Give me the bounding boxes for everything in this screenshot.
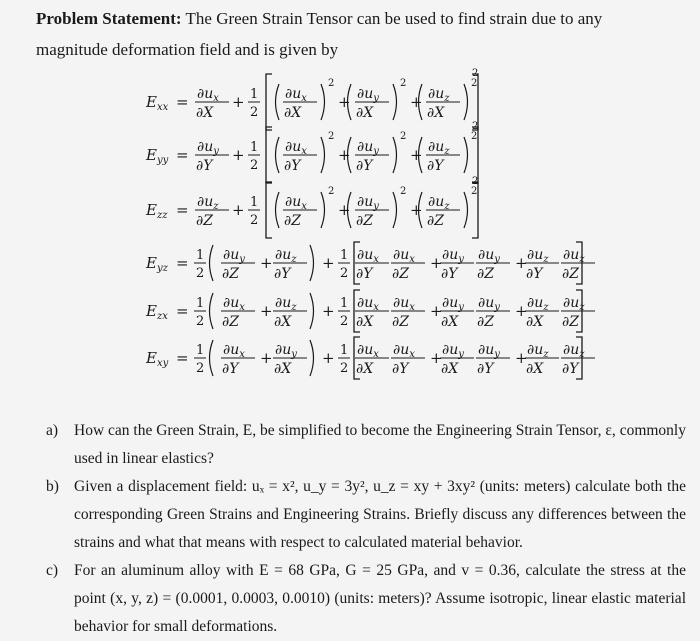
plus-sign: + xyxy=(232,201,245,219)
exponent: 2 xyxy=(400,78,407,89)
derivative-numerator: $\partial u_x$ xyxy=(285,86,307,104)
strain-symbol: $E_{yy}$ xyxy=(146,146,169,166)
parenthesis xyxy=(276,84,280,120)
half-denominator: 2 xyxy=(250,213,259,228)
question-a-text: How can the Green Strain, E, be simplified to become the Engineering Strain Tensor, ε, commonly used in linear elastics? xyxy=(74,422,686,467)
derivative-denominator: ∂Y xyxy=(392,361,409,377)
plus-sign: + xyxy=(232,93,245,111)
strain-symbol: $E_{xx}$ xyxy=(146,93,169,113)
half-numerator: 1 xyxy=(340,248,349,263)
derivative-denominator: ∂X xyxy=(356,361,374,377)
derivative-numerator: $\partial u_y$ xyxy=(223,247,245,265)
parenthesis xyxy=(210,340,214,376)
half-denominator: 2 xyxy=(196,361,205,376)
plus-sign: + xyxy=(515,254,528,272)
derivative-denominator: ∂Z xyxy=(222,266,239,282)
plus-sign: + xyxy=(430,254,443,272)
derivative-denominator: ∂Z xyxy=(562,314,579,330)
derivative-numerator: $\partial u_z$ xyxy=(197,194,219,212)
question-c-label: c) xyxy=(46,562,59,579)
questions-list xyxy=(46,417,686,641)
derivative-denominator: ∂Y xyxy=(284,158,301,174)
derivative-numerator: $\partial u_y$ xyxy=(442,247,464,265)
half-numerator: 1 xyxy=(250,195,259,210)
plus-sign: + xyxy=(515,302,528,320)
exponent: 2 xyxy=(471,186,478,197)
derivative-denominator: ∂X xyxy=(427,105,445,121)
exponent: 2 xyxy=(472,176,479,187)
derivative-numerator: $\partial u_z$ xyxy=(563,247,585,265)
derivative-numerator: $\partial u_z$ xyxy=(527,295,549,313)
half-denominator: 2 xyxy=(196,266,205,281)
derivative-denominator: ∂X xyxy=(441,314,459,330)
exponent: 2 xyxy=(472,68,479,79)
equals-sign: = xyxy=(176,349,189,367)
derivative-numerator: $\partial u_x$ xyxy=(393,247,415,265)
half-denominator: 2 xyxy=(250,158,259,173)
equals-sign: = xyxy=(176,93,189,111)
derivative-numerator: $\partial u_y$ xyxy=(197,139,219,157)
exponent: 2 xyxy=(471,78,478,89)
derivative-denominator: ∂Y xyxy=(356,158,373,174)
strain-symbol: $E_{zz}$ xyxy=(146,201,168,221)
derivative-numerator: $\partial u_y$ xyxy=(478,247,500,265)
plus-sign: + xyxy=(322,349,335,367)
exponent: 2 xyxy=(471,131,478,142)
square-bracket xyxy=(266,127,272,183)
derivative-numerator: $\partial u_z$ xyxy=(563,295,585,313)
derivative-denominator: ∂Z xyxy=(392,314,409,330)
square-bracket xyxy=(266,182,272,238)
derivative-numerator: $\partial u_y$ xyxy=(275,342,297,360)
derivative-denominator: ∂X xyxy=(274,361,292,377)
parenthesis xyxy=(321,84,325,120)
parenthesis xyxy=(310,245,314,281)
parenthesis xyxy=(393,137,397,173)
half-denominator: 2 xyxy=(340,314,349,329)
plus-sign: + xyxy=(260,254,273,272)
derivative-numerator: $\partial u_z$ xyxy=(275,247,297,265)
derivative-numerator: $\partial u_z$ xyxy=(527,342,549,360)
plus-sign: + xyxy=(410,93,423,111)
square-bracket xyxy=(266,74,272,130)
derivative-denominator: ∂Y xyxy=(477,361,494,377)
plus-sign: + xyxy=(322,302,335,320)
derivative-denominator: ∂Z xyxy=(477,314,494,330)
plus-sign: + xyxy=(410,146,423,164)
equals-sign: = xyxy=(176,146,189,164)
derivative-denominator: ∂X xyxy=(441,361,459,377)
derivative-denominator: ∂Z xyxy=(356,213,373,229)
parenthesis xyxy=(210,245,214,281)
derivative-numerator: $\partial u_x$ xyxy=(285,194,307,212)
derivative-numerator: $\partial u_x$ xyxy=(393,295,415,313)
derivative-denominator: ∂X xyxy=(356,314,374,330)
plus-sign: + xyxy=(410,201,423,219)
plus-sign: + xyxy=(338,93,351,111)
half-numerator: 1 xyxy=(196,296,205,311)
parenthesis xyxy=(393,192,397,228)
derivative-denominator: ∂Z xyxy=(562,266,579,282)
half-denominator: 2 xyxy=(250,105,259,120)
derivative-denominator: ∂Y xyxy=(441,266,458,282)
plus-sign: + xyxy=(338,146,351,164)
parenthesis xyxy=(210,293,214,329)
parenthesis xyxy=(310,340,314,376)
derivative-numerator: $\partial u_z$ xyxy=(428,86,450,104)
exponent: 2 xyxy=(328,131,335,142)
plus-sign: + xyxy=(232,146,245,164)
equals-sign: = xyxy=(176,201,189,219)
derivative-denominator: ∂Z xyxy=(477,266,494,282)
derivative-denominator: ∂Y xyxy=(196,158,213,174)
question-a xyxy=(46,417,686,473)
question-a-label: a) xyxy=(46,422,59,439)
half-denominator: 2 xyxy=(340,361,349,376)
derivative-denominator: ∂Z xyxy=(284,213,301,229)
derivative-numerator: $\partial u_x$ xyxy=(285,139,307,157)
derivative-numerator: $\partial u_x$ xyxy=(223,295,245,313)
derivative-numerator: $\partial u_x$ xyxy=(393,342,415,360)
half-numerator: 1 xyxy=(250,140,259,155)
parenthesis xyxy=(276,192,280,228)
parenthesis xyxy=(321,192,325,228)
derivative-numerator: $\partial u_z$ xyxy=(527,247,549,265)
half-numerator: 1 xyxy=(196,248,205,263)
derivative-denominator: ∂X xyxy=(356,105,374,121)
strain-symbol: $E_{zx}$ xyxy=(146,302,168,322)
strain-symbol: $E_{yz}$ xyxy=(146,254,168,274)
derivative-denominator: ∂Y xyxy=(562,361,579,377)
question-c-text: For an aluminum alloy with E = 68 GPa, G = 25 GPa, and v = 0.36, calculate the stress at the point (x, y, z) = (0.0001, 0.0003, 0.0010) (units: meters)? Assume isotropic, linear elastic material behavior for small deformations. xyxy=(74,562,686,635)
derivative-numerator: $\partial u_y$ xyxy=(442,295,464,313)
problem-intro: The Green Strain Tensor can be used to find strain due to any magnitude deformation field and is given by xyxy=(36,9,603,59)
derivative-denominator: ∂Z xyxy=(196,213,213,229)
half-denominator: 2 xyxy=(340,266,349,281)
derivative-numerator: $\partial u_x$ xyxy=(357,247,379,265)
half-numerator: 1 xyxy=(340,296,349,311)
derivative-denominator: ∂Z xyxy=(427,213,444,229)
question-b xyxy=(46,473,686,557)
half-numerator: 1 xyxy=(340,343,349,358)
derivative-numerator: $\partial u_x$ xyxy=(357,342,379,360)
derivative-denominator: ∂Y xyxy=(427,158,444,174)
plus-sign: + xyxy=(515,349,528,367)
half-numerator: 1 xyxy=(250,87,259,102)
derivative-numerator: $\partial u_x$ xyxy=(197,86,219,104)
derivative-numerator: $\partial u_y$ xyxy=(478,295,500,313)
plus-sign: + xyxy=(322,254,335,272)
exponent: 2 xyxy=(400,131,407,142)
derivative-denominator: ∂Y xyxy=(356,266,373,282)
parenthesis xyxy=(393,84,397,120)
derivative-denominator: ∂X xyxy=(526,314,544,330)
exponent: 2 xyxy=(328,78,335,89)
half-numerator: 1 xyxy=(196,343,205,358)
derivative-denominator: ∂Y xyxy=(526,266,543,282)
plus-sign: + xyxy=(338,201,351,219)
derivative-denominator: ∂X xyxy=(526,361,544,377)
plus-sign: + xyxy=(430,302,443,320)
question-b-text: Given a displacement field: uₓ = x², u_y = 3y², u_z = xy + 3xy² (units: meters) calculate both the corresponding Green Strains and Engineering Strains. Briefly discuss any differences between the strains and what that means with respect to calculated material behavior. xyxy=(74,478,686,551)
derivative-denominator: ∂X xyxy=(196,105,214,121)
plus-sign: + xyxy=(260,302,273,320)
parenthesis xyxy=(321,137,325,173)
strain-symbol: $E_{xy}$ xyxy=(146,349,169,369)
derivative-numerator: $\partial u_y$ xyxy=(478,342,500,360)
derivative-denominator: ∂Y xyxy=(274,266,291,282)
half-denominator: 2 xyxy=(196,314,205,329)
question-c xyxy=(46,557,686,641)
plus-sign: + xyxy=(430,349,443,367)
derivative-numerator: $\partial u_z$ xyxy=(428,139,450,157)
problem-heading: Problem Statement: xyxy=(36,9,182,28)
derivative-numerator: $\partial u_y$ xyxy=(442,342,464,360)
derivative-numerator: $\partial u_x$ xyxy=(223,342,245,360)
parenthesis xyxy=(310,293,314,329)
derivative-denominator: ∂X xyxy=(284,105,302,121)
plus-sign: + xyxy=(260,349,273,367)
derivative-numerator: $\partial u_y$ xyxy=(357,86,379,104)
derivative-numerator: $\partial u_z$ xyxy=(563,342,585,360)
equals-sign: = xyxy=(176,254,189,272)
derivative-denominator: ∂Z xyxy=(392,266,409,282)
derivative-numerator: $\partial u_z$ xyxy=(275,295,297,313)
derivative-numerator: $\partial u_z$ xyxy=(428,194,450,212)
parenthesis xyxy=(276,137,280,173)
exponent: 2 xyxy=(328,186,335,197)
derivative-numerator: $\partial u_y$ xyxy=(357,139,379,157)
derivative-numerator: $\partial u_y$ xyxy=(357,194,379,212)
parenthesis xyxy=(464,84,468,120)
parenthesis xyxy=(464,137,468,173)
question-b-label: b) xyxy=(46,478,59,495)
derivative-denominator: ∂X xyxy=(274,314,292,330)
equals-sign: = xyxy=(176,302,189,320)
exponent: 2 xyxy=(472,121,479,132)
derivative-denominator: ∂Z xyxy=(222,314,239,330)
derivative-numerator: $\partial u_x$ xyxy=(357,295,379,313)
parenthesis xyxy=(464,192,468,228)
derivative-denominator: ∂Y xyxy=(222,361,239,377)
exponent: 2 xyxy=(400,186,407,197)
